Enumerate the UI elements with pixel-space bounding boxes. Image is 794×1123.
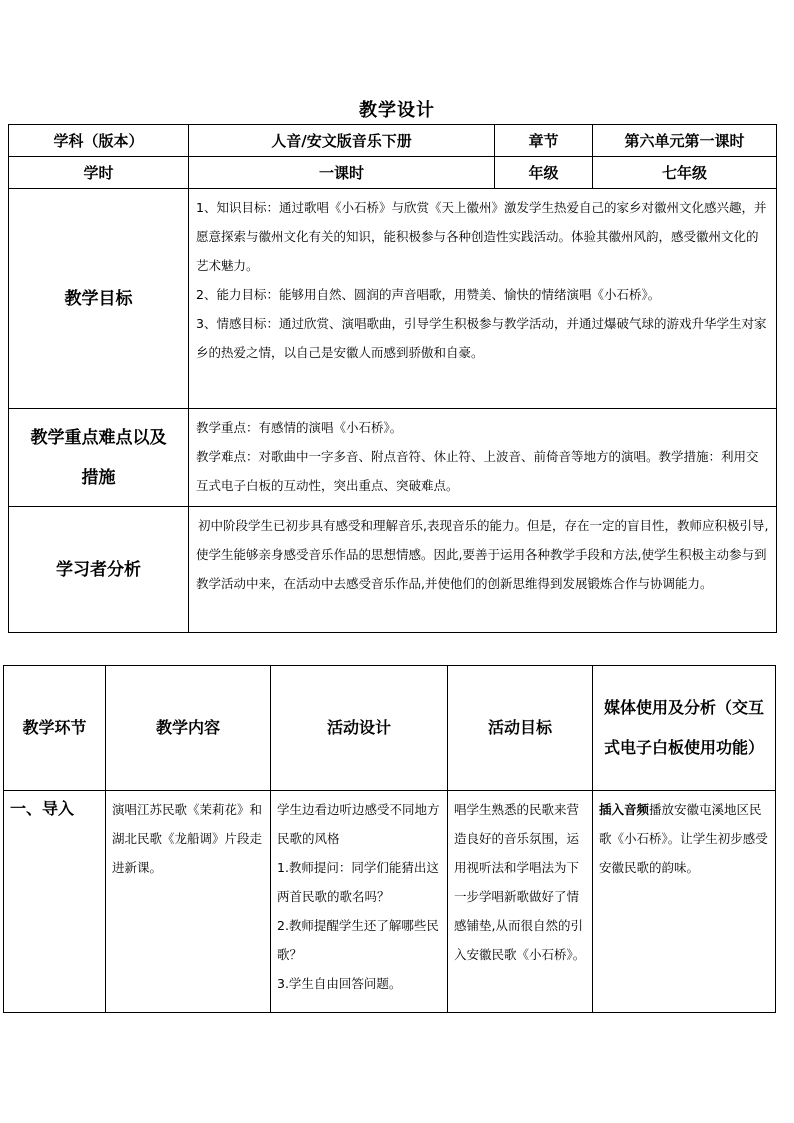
activity-intro-line2: 2.教师提醒学生还了解哪些民歌？ (277, 918, 439, 962)
stage-intro: 一、导入 (4, 791, 106, 1013)
header-media: 媒体使用及分析（交互式电子白板使用功能） (593, 666, 776, 791)
header-content: 教学内容 (106, 666, 271, 791)
content-intro-text: 演唱江苏民歌《茉莉花》和湖北民歌《龙船调》片段走进新课。 (112, 802, 263, 875)
subject-value: 人音/安文版音乐下册 (189, 125, 495, 157)
chapter-value: 第六单元第一课时 (593, 125, 777, 157)
learner-label: 学习者分析 (9, 507, 189, 633)
info-row-hours (9, 157, 777, 189)
media-intro (593, 791, 776, 1013)
document-title: 教学设计 (359, 100, 435, 121)
goal-intro (448, 791, 593, 1013)
keypoints-label-line2: 措施 (81, 467, 116, 488)
hours-value: 一课时 (189, 157, 495, 189)
media-intro-bold: 插入音频 (599, 802, 650, 817)
keypoint-focus: 教学重点：有感情的演唱《小石桥》。 (196, 420, 403, 435)
lesson-info-table (8, 124, 777, 633)
subject-label: 学科（版本） (9, 125, 189, 157)
goals-row (9, 189, 777, 409)
grade-value: 七年级 (593, 157, 777, 189)
keypoint-difficulty: 教学难点：对歌曲中一字多音、附点音符、休止符、上波音、前倚音等地方的演唱。教学措施：利用交互式电子白板的互动性，突出重点、突破难点。 (196, 449, 759, 493)
grade-label: 年级 (495, 157, 593, 189)
keypoints-row (9, 409, 777, 507)
activity-intro (271, 791, 448, 1013)
activity-intro-line1: 1.教师提问：同学们能猜出这两首民歌的歌名吗？ (277, 860, 439, 904)
header-activity: 活动设计 (271, 666, 448, 791)
keypoints-content (189, 409, 777, 507)
info-row-subject (9, 125, 777, 157)
learner-content (189, 507, 777, 633)
goal-intro-text: 唱学生熟悉的民歌来营造良好的音乐氛围，运用视听法和学唱法为下一步学唱新歌做好了情感铺垫,从而很自然的引入安徽民歌《小石桥》。 (454, 802, 586, 962)
chapter-label: 章节 (495, 125, 593, 157)
header-goal: 活动目标 (448, 666, 593, 791)
learner-row (9, 507, 777, 633)
goal-knowledge: 1、知识目标：通过歌唱《小石桥》与欣赏《天上徽州》激发学生热爱自己的家乡对徽州文化感兴趣，并愿意探索与徽州文化有关的知识，能积极参与各种创造性实践活动。体验其徽州风韵，感受徽州文化的艺术魅力。 (196, 200, 767, 273)
learner-text: 初中阶段学生已初步具有感受和理解音乐,表现音乐的能力。但是，存在一定的盲目性，教师应积极引导,使学生能够亲身感受音乐作品的思想情感。因此,要善于运用各种教学手段和方法,使学生积极主动参与到教学活动中来，在活动中去感受音乐作品,并使他们的创新思维得到发展锻炼合作与协调能力。 (196, 518, 769, 591)
media-intro-text (599, 795, 769, 882)
media-intro-rest: 播放安徽屯溪地区民歌《小石桥》。让学生初步感受安徽民歌的韵味。 (599, 802, 768, 875)
activity-intro-line0: 学生边看边听边感受不同地方民歌的风格 (277, 802, 440, 846)
hours-label: 学时 (9, 157, 189, 189)
teaching-process-table (3, 665, 776, 1013)
goal-emotion: 3、情感目标：通过欣赏、演唱歌曲，引导学生积极参与教学活动，并通过爆破气球的游戏升华学生对家乡的热爱之情，以自己是安徽人而感到骄傲和自豪。 (196, 316, 767, 360)
goals-label: 教学目标 (9, 189, 189, 409)
keypoints-label (9, 409, 189, 507)
content-intro (106, 791, 271, 1013)
header-stage: 教学环节 (4, 666, 106, 791)
keypoints-label-line1: 教学重点难点以及 (30, 427, 167, 448)
process-row-intro (4, 791, 776, 1013)
activity-intro-line3: 3.学生自由回答问题。 (277, 976, 402, 991)
goals-content (189, 189, 777, 409)
goal-ability: 2、能力目标：能够用自然、圆润的声音唱歌，用赞美、愉快的情绪演唱《小石桥》。 (196, 287, 661, 302)
process-header-row (4, 666, 776, 791)
